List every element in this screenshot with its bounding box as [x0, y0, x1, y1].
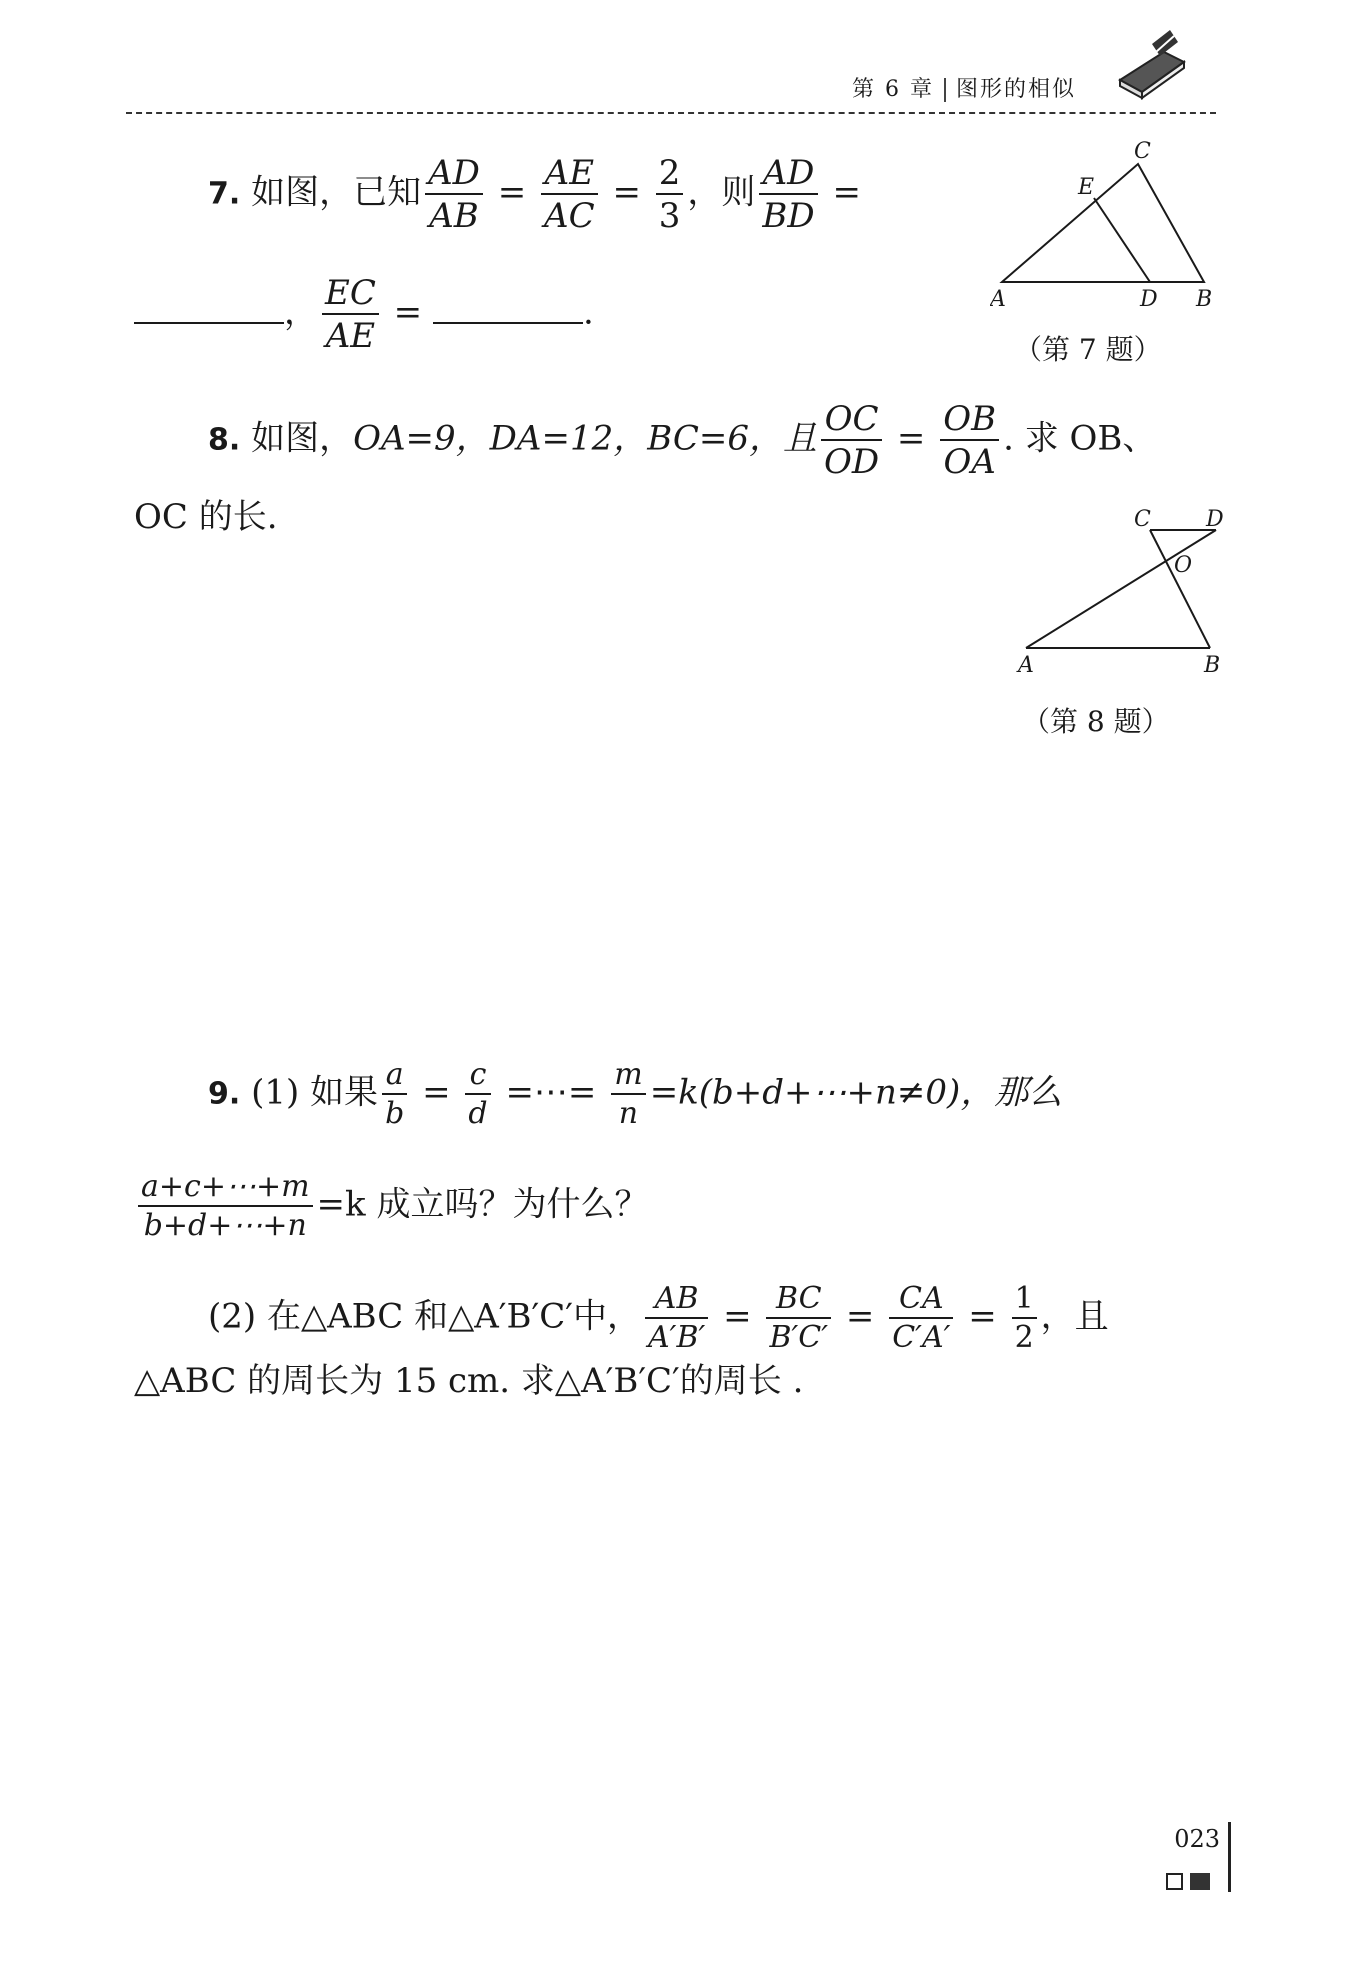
q9-fc-num: c: [465, 1060, 490, 1095]
q7-label-c: C: [1134, 140, 1151, 164]
q8-frac1-num: OC: [821, 402, 882, 441]
q7-frac2-den: AC: [544, 196, 595, 236]
q7-frac5-den: AE: [325, 316, 376, 356]
q7-eq4: =: [393, 292, 423, 333]
q8-label-a: A: [1018, 653, 1034, 678]
footer-square-outline: [1166, 1873, 1183, 1890]
q8-ask: . 求 OB、: [1003, 418, 1157, 459]
q7-intro: 如图，已知: [251, 172, 422, 213]
q9-eq-b: =: [723, 1296, 752, 1337]
q8-intro: 如图，: [251, 418, 354, 459]
book-icon: [1112, 22, 1192, 102]
q8-label-c: C: [1134, 507, 1151, 532]
q9-frac-bc: [766, 1281, 831, 1355]
q9-fa-den: b: [385, 1096, 405, 1131]
q9-fca-num: CA: [889, 1284, 953, 1319]
q9-line-1: [208, 1057, 1063, 1131]
q9-frac-half: [1012, 1281, 1037, 1355]
q7-frac-ae-ac: [541, 153, 598, 236]
q7-frac5-num: EC: [322, 276, 379, 315]
q9-eq-a: =: [422, 1072, 451, 1113]
q9-fm-num: m: [611, 1060, 645, 1095]
q9-fbc-num: BC: [766, 1284, 831, 1319]
q9-part2-label: (2) 在△ABC 和△A′B′C′中，: [208, 1296, 641, 1337]
chapter-title: 图形的相似: [955, 77, 1076, 102]
q8-segment-ad: [1026, 530, 1216, 648]
q7-eq2: =: [612, 172, 641, 213]
q9-fca-den: C′A′: [892, 1320, 951, 1355]
q7-frac-2-3: [656, 153, 684, 236]
q7-frac3-den: 3: [658, 196, 681, 236]
running-header: [852, 72, 1076, 103]
q8-line-2: OC 的长.: [134, 497, 278, 537]
footer-bar: [1228, 1822, 1231, 1892]
q7-label-e: E: [1078, 175, 1095, 200]
q9-eq-d: =: [968, 1296, 997, 1337]
q8-number: 8.: [208, 422, 241, 458]
q7-figure: [990, 140, 1240, 310]
q7-line-2: [134, 273, 594, 356]
q9-line-3: [208, 1281, 1109, 1355]
q9-part1-label: (1) 如果: [251, 1072, 379, 1113]
q7-frac-ad-ab: [425, 153, 483, 236]
q8-frac-ob-oa: [940, 399, 999, 482]
q8-figure: [1010, 500, 1240, 680]
q9-line-4: △ABC 的周长为 15 cm. 求△A′B′C′的周长 .: [134, 1361, 804, 1401]
q9-fhalf-num: 1: [1012, 1284, 1037, 1319]
header-rule: [126, 112, 1216, 114]
q9-fm-den: n: [618, 1096, 639, 1131]
q8-frac2-num: OB: [940, 402, 999, 441]
q7-label-a: A: [990, 287, 1006, 310]
q7-then: ，则: [687, 172, 756, 213]
q7-caption: （第 7 题）: [1014, 333, 1162, 366]
q9-fbc-den: B′C′: [769, 1320, 829, 1355]
q9-and: ，且: [1040, 1296, 1109, 1337]
q8-caption: （第 8 题）: [1022, 705, 1170, 738]
q8-given: OA=9，DA=12，BC=6，且: [353, 418, 817, 459]
q8-frac1-den: OD: [823, 442, 880, 482]
q9-fab-den: A′B′: [647, 1320, 706, 1355]
q7-number: 7.: [208, 176, 241, 212]
q7-frac3-num: 2: [656, 156, 684, 195]
q7-line-1: [208, 153, 861, 236]
q9-line-2: [134, 1169, 649, 1243]
q9-frac-ab: [645, 1281, 708, 1355]
q8-eq: =: [896, 418, 926, 459]
q7-segment-de: [1094, 198, 1150, 282]
q9-eq-c: =: [845, 1296, 875, 1337]
q7-comma: ，: [284, 292, 318, 333]
q7-frac1-num: AD: [425, 156, 483, 195]
q9-fab-num: AB: [645, 1284, 708, 1319]
chapter-number: 第 6 章: [852, 77, 934, 102]
q8-label-b: B: [1204, 653, 1221, 678]
q7-label-d: D: [1140, 287, 1158, 310]
q7-label-b: B: [1196, 287, 1213, 310]
q9-frac-m-n: [611, 1057, 645, 1131]
q7-blank-1: [134, 322, 284, 324]
q8-label-o: O: [1174, 553, 1193, 578]
q7-frac-ad-bd: [759, 153, 817, 236]
q9-fsum-num: a+c+⋯+m: [138, 1172, 313, 1207]
q9-question: =k 成立吗？为什么？: [316, 1184, 649, 1225]
q8-segment-bc: [1150, 530, 1210, 648]
q9-frac-ca: [889, 1281, 953, 1355]
q9-fa-num: a: [382, 1060, 407, 1095]
q9-frac-sum: [138, 1169, 313, 1243]
q9-fsum-den: b+d+⋯+n: [143, 1208, 307, 1243]
q7-eq3: =: [832, 172, 861, 213]
page-number: 023: [1174, 1825, 1220, 1853]
q8-frac2-den: OA: [943, 442, 996, 482]
q7-blank-2: [433, 322, 583, 324]
q7-eq1: =: [497, 172, 527, 213]
q9-fc-den: d: [468, 1096, 488, 1131]
q8-frac-oc-od: [821, 399, 882, 482]
q9-condition: =k(b+d+⋯+n≠0)，那么: [649, 1072, 1063, 1113]
q7-frac1-den: AB: [429, 196, 479, 236]
q7-triangle-abc: [1002, 164, 1204, 282]
q7-frac2-num: AE: [541, 156, 598, 195]
q9-frac-c-d: [465, 1057, 490, 1131]
q8-label-d: D: [1206, 507, 1224, 532]
q7-frac-ec-ae: [322, 273, 379, 356]
q7-period: .: [582, 292, 594, 333]
q9-number: 9.: [208, 1076, 241, 1112]
q9-frac-a-b: [382, 1057, 407, 1131]
footer-square-filled: [1190, 1873, 1210, 1890]
header-separator: [944, 78, 946, 102]
q9-fhalf-den: 2: [1014, 1320, 1034, 1355]
q7-frac4-num: AD: [759, 156, 817, 195]
q8-line-1: [208, 399, 1157, 482]
q9-dots: =⋯=: [505, 1072, 597, 1113]
q7-frac4-den: BD: [762, 196, 815, 236]
